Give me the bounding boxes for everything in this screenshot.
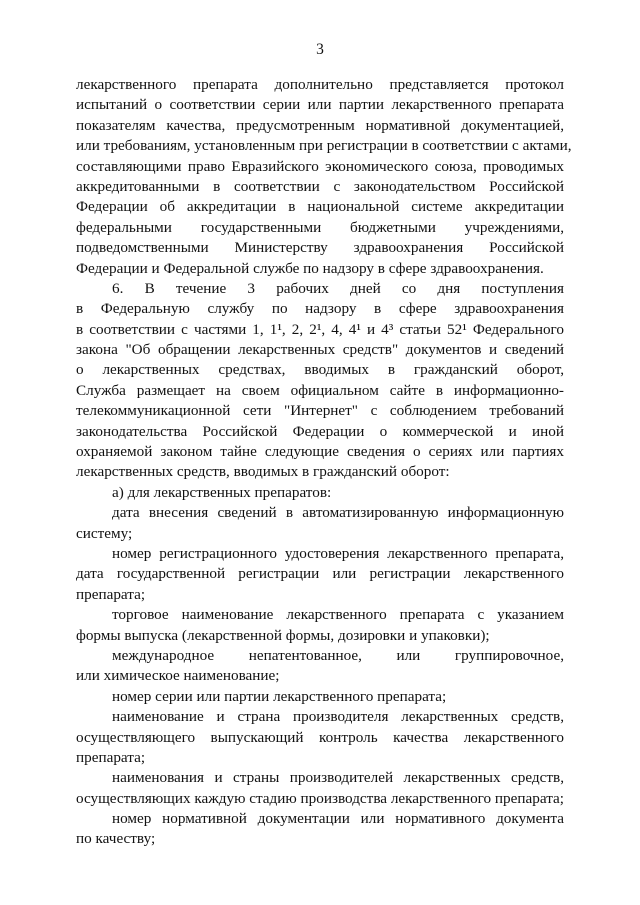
document-body [76, 75, 572, 850]
text-line: формы выпуска (лекарственной формы, дозировки и упаковки); [76, 626, 490, 644]
text-line: по качеству; [76, 830, 156, 848]
text-line: осуществляющего выпускающий контроль качества лекарственного [76, 728, 564, 746]
text-line: в Федеральную службу по надзору в сфере здравоохранения [76, 300, 564, 318]
text-line: федеральными государственными бюджетными учреждениями, [76, 218, 564, 236]
paragraph [76, 809, 564, 850]
paragraph [76, 503, 564, 544]
text-line: телекоммуникационной сети "Интернет" с соблюдением требований [76, 402, 564, 420]
text-line: препарата; [76, 585, 146, 603]
paragraph [76, 544, 564, 605]
paragraph [76, 687, 564, 707]
text-line: составляющими право Евразийского экономического союза, проводимых [76, 157, 564, 175]
text-line: дата государственной регистрации или регистрации лекарственного [76, 565, 564, 583]
paragraph [76, 75, 572, 279]
text-line: дата внесения сведений в автоматизированную информационную [112, 504, 564, 522]
text-line: испытаний о соответствии серии или партии лекарственного препарата [76, 96, 564, 114]
text-line: охраняемой законом тайне следующие сведения о сериях или партиях [76, 443, 564, 461]
text-line: или требованиям, установленным при регистрации в соответствии с актами, [76, 137, 572, 155]
text-line: или химическое наименование; [76, 667, 280, 685]
text-line: лекарственного препарата дополнительно представляется протокол [76, 76, 564, 93]
paragraph [76, 707, 564, 768]
text-line: номер серии или партии лекарственного препарата; [112, 687, 447, 705]
text-line: 6. В течение 3 рабочих дней со дня поступления [112, 279, 564, 297]
text-line: Федерации и Федеральной службе по надзору в сфере здравоохранения. [76, 259, 544, 277]
text-line: лекарственных средств, вводимых в гражданский оборот: [76, 463, 450, 481]
text-line: систему; [76, 524, 133, 542]
text-line: наименования и страны производителей лекарственных средств, [112, 769, 564, 787]
paragraph [76, 646, 564, 687]
page-number: 3 [316, 41, 324, 58]
text-line: закона "Об обращении лекарственных средств" документов и сведений [76, 341, 564, 359]
text-line: торговое наименование лекарственного препарата с указанием [112, 606, 564, 624]
text-line: подведомственными Министерству здравоохранения Российской [76, 239, 564, 257]
text-line: наименование и страна производителя лекарственных средств, [112, 708, 564, 726]
paragraph [76, 483, 564, 503]
text-line: о лекарственных средствах, вводимых в гражданский оборот, [76, 361, 564, 379]
text-line: Служба размещает на своем официальном сайте в информационно- [76, 381, 564, 399]
text-line: номер регистрационного удостоверения лекарственного препарата, [112, 544, 564, 562]
text-line: а) для лекарственных препаратов: [112, 483, 332, 501]
paragraph [76, 768, 564, 809]
text-line: осуществляющих каждую стадию производства лекарственного препарата; [76, 789, 564, 807]
text-line: международное непатентованное, или группировочное, [112, 646, 564, 664]
text-line: аккредитованными в соответствии с законодательством Российской [76, 177, 564, 195]
paragraph [76, 605, 564, 646]
text-line: законодательства Российской Федерации о коммерческой и иной [76, 422, 564, 440]
text-line: Федерации об аккредитации в национальной системе аккредитации [76, 198, 564, 216]
text-line: в соответствии с частями 1, 1¹, 2, 2¹, 4, 4¹ и 4³ статьи 52¹ Федерального [76, 320, 564, 338]
text-line: номер нормативной документации или нормативного документа [112, 810, 564, 828]
paragraph [76, 279, 564, 483]
text-line: препарата; [76, 748, 146, 766]
text-line: показателям качества, предусмотренным нормативной документацией, [76, 116, 564, 134]
